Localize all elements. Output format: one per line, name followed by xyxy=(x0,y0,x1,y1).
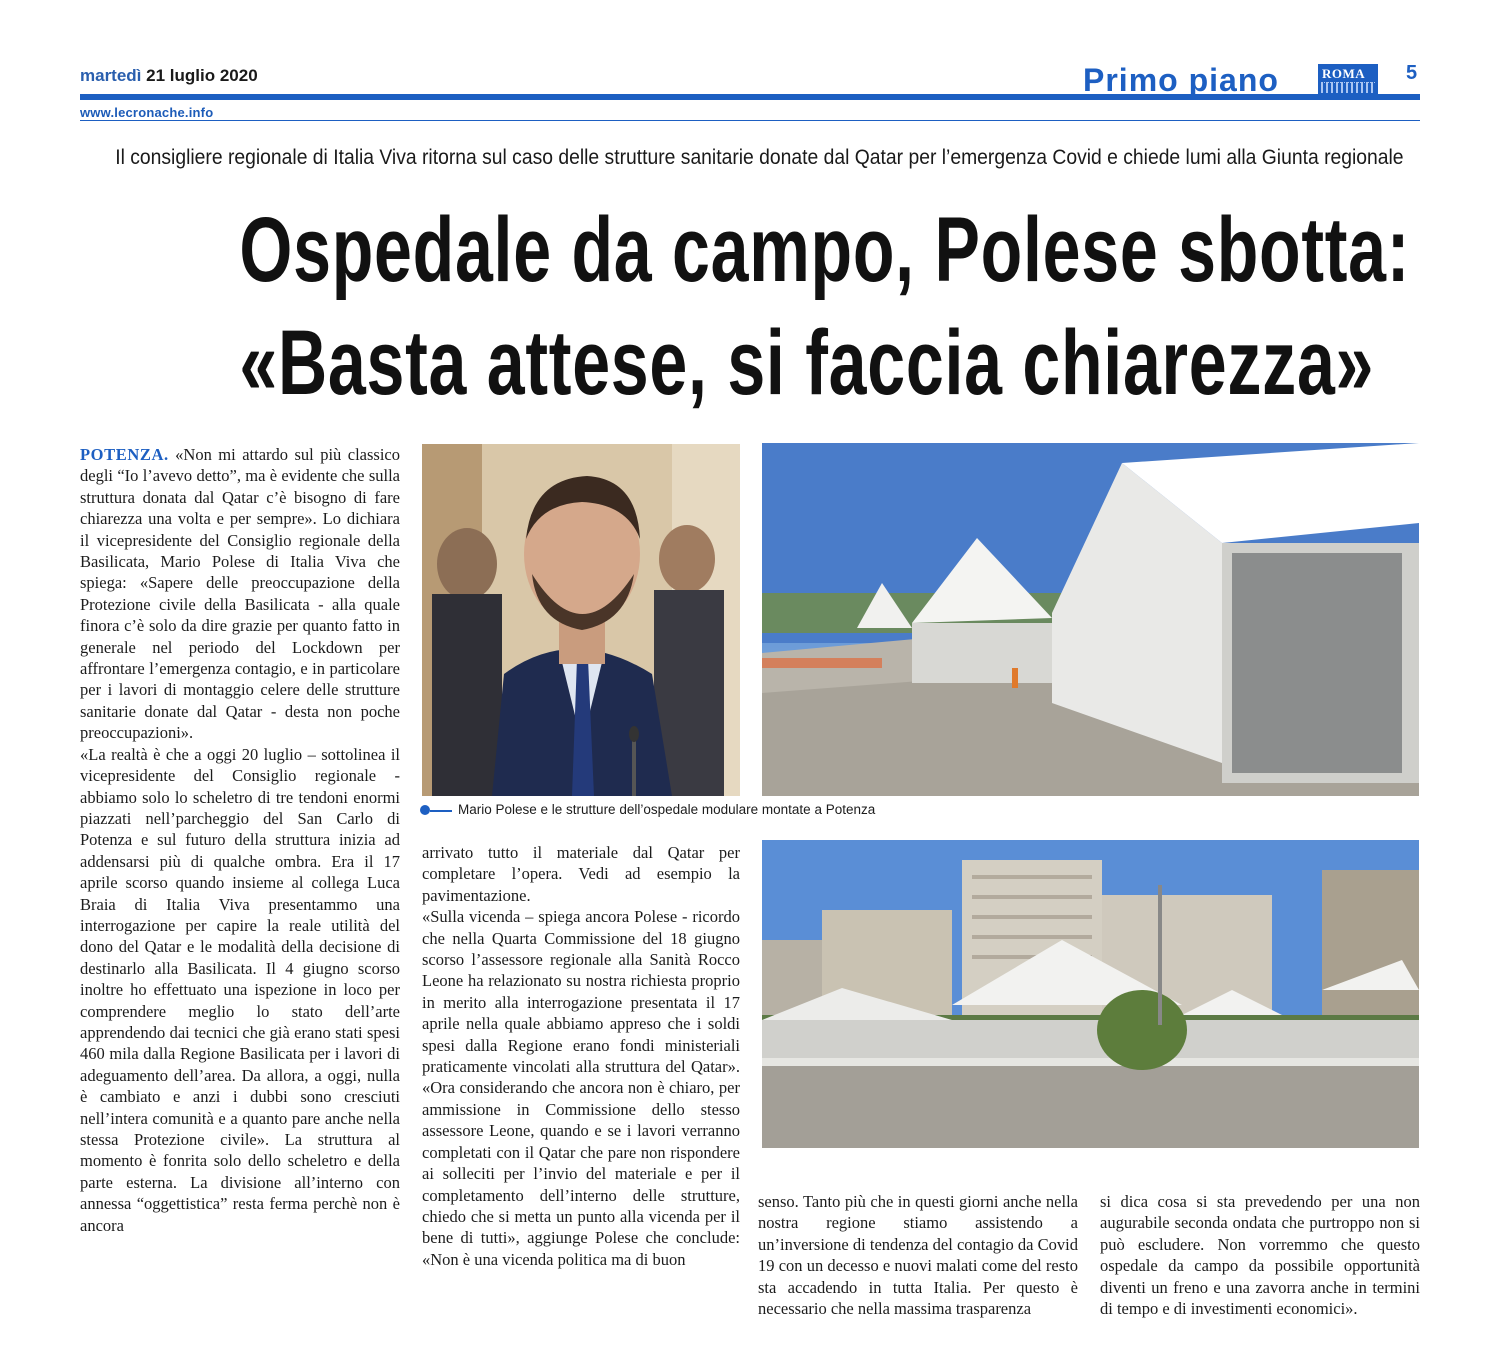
logo-skyline-icon xyxy=(1321,82,1375,93)
site-link[interactable]: www.lecronache.info xyxy=(80,105,214,120)
newspaper-logo xyxy=(1318,64,1378,96)
column-1-paragraph-1: «Non mi attardo sul più classico degli “Io l’avevo detto”, ma è evidente che sulla struttura donata dal Qatar c’è bisogno di fare chiarezza una volta e per sempre». Lo dichiara il vicepresidente del Consiglio regionale della Basilicata, Mario Polese di Italia Viva che spiega: «Sapere delle preoccupazione della Protezione civile della Basilicata - alla quale finora c’è solo da dire grazie per quanto fatto in generale nel periodo del Lockdown per affrontare l’emergenza contagio, e in particolare per i lavori di montaggio celere delle strutture sanitarie donate dal Qatar - desta non poche preoccupazioni». xyxy=(80,445,401,743)
issue-weekday: martedì xyxy=(80,66,142,85)
logo-wordmark: ROMA xyxy=(1322,66,1366,81)
article-column-3: senso. Tanto più che in questi giorni anche nella nostra regione stiamo assistendo a un’inversione di tendenza del contagio da Covid 19 con un decesso e nuovi malati come del resto sta accadendo in tutta Italia. Per questo è necessario che nella massima trasparenza xyxy=(758,1192,1078,1319)
column-2-paragraph-1: arrivato tutto il materiale dal Qatar per completare l’opera. Vedi ad esempio la pavimentazione. xyxy=(422,843,740,905)
column-1-paragraph-2: «La realtà è che a oggi 20 luglio – sottolinea il vicepresidente del Consiglio regionale - abbiamo solo lo scheletro di tre tendoni enormi piazzati nell’parcheggio del San Carlo di Potenza e sul futuro della struttura inizia ad addensarsi più di qualche ombra. Era il 17 aprile scorso quando insieme al collega Luca Braia di Italia Viva presentammo una interrogazione per capire la reale utilità del dono del Qatar e le modalità della decisione di destinarlo alla Basilicata. Il 4 giugno scorso inoltre ho effettuato una ispezione in loco per comprendere meglio lo stato dell’arte apprendendo dai tecnici che già erano stati spesi 460 mila dalla Regione Basilicata per i lavori di adeguamento dell’area. Da allora, a oggi, nulla è cambiato e anzi i dubbi sono cresciuti nell’intera comunità e a quanto pare anche nella stessa Protezione civile». La struttura al momento è fonrita solo dello scheletro e della parte esterna. La divisione all’interno con annessa “oggettistica” resta ferma perchè non è ancora xyxy=(80,744,400,1235)
dateline: POTENZA. xyxy=(80,445,169,464)
section-title: Primo piano xyxy=(1083,62,1279,98)
column-2-paragraph-2: «Sulla vicenda – spiega ancora Polese - ricordo che nella Quarta Commissione del 18 giugno scorso l’assessore regionale alla Sanità Rocco Leone ha relazionato su nostra richiesta proprio in merito alla interrogazione presentata il 17 aprile nella quale abbiamo appreso che i soldi spesi dalla Regione erano fondi ministeriali praticamente vincolati alla struttura del Qatar». «Ora considerando che ancora non è chiaro, per ammissione in Commissione dello stesso assessore Leone, quando e se i lavori verranno completati con il Qatar che pare non rispondere ai solleciti per l’invio del materiale e per il completamento dell’interno delle strutture, chiedo che si metta un punto alla vicenda per il bene di tutti», aggiunge Polese che conclude: «Non è una vicenda politica ma di buon xyxy=(422,907,740,1269)
page-number: 5 xyxy=(1406,62,1418,84)
portrait-illustration-icon xyxy=(422,444,740,796)
article-kicker: Il consigliere regionale di Italia Viva ritorna sul caso delle strutture sanitarie donate dal Qatar per l’emergenza Covid e chiede lumi alla Giunta regionale xyxy=(115,146,1404,169)
photo-caption: Mario Polese e le strutture dell’ospedale modulare montate a Potenza xyxy=(458,802,876,817)
caption-bullet-icon xyxy=(420,805,430,815)
header-thin-rule xyxy=(80,120,1420,121)
headline-line-1: Ospedale da campo, Polese sbotta: xyxy=(239,199,1411,301)
tent-structures-illustration-icon xyxy=(762,443,1419,796)
portrait-photo xyxy=(422,444,740,796)
article-column-2 xyxy=(422,842,740,1270)
tents-and-buildings-illustration-icon xyxy=(762,840,1419,1148)
article-column-4: si dica cosa si sta prevedendo per una non augurabile seconda ondata che purtroppo non si può escludere. Non vorremmo che questo ospedale da campo da possibile opportunità diventi un freno e una zavorra anche in termini di tempo e di investimenti economici». xyxy=(1100,1192,1420,1319)
issue-date-text: 21 luglio 2020 xyxy=(146,66,258,85)
headline-line-2: «Basta attese, si faccia chiarezza» xyxy=(239,312,1375,414)
tents-photo-1 xyxy=(762,443,1419,796)
article-column-1 xyxy=(80,444,400,1236)
caption-rule xyxy=(430,810,452,812)
issue-date xyxy=(80,66,258,86)
tents-photo-2 xyxy=(762,840,1419,1148)
